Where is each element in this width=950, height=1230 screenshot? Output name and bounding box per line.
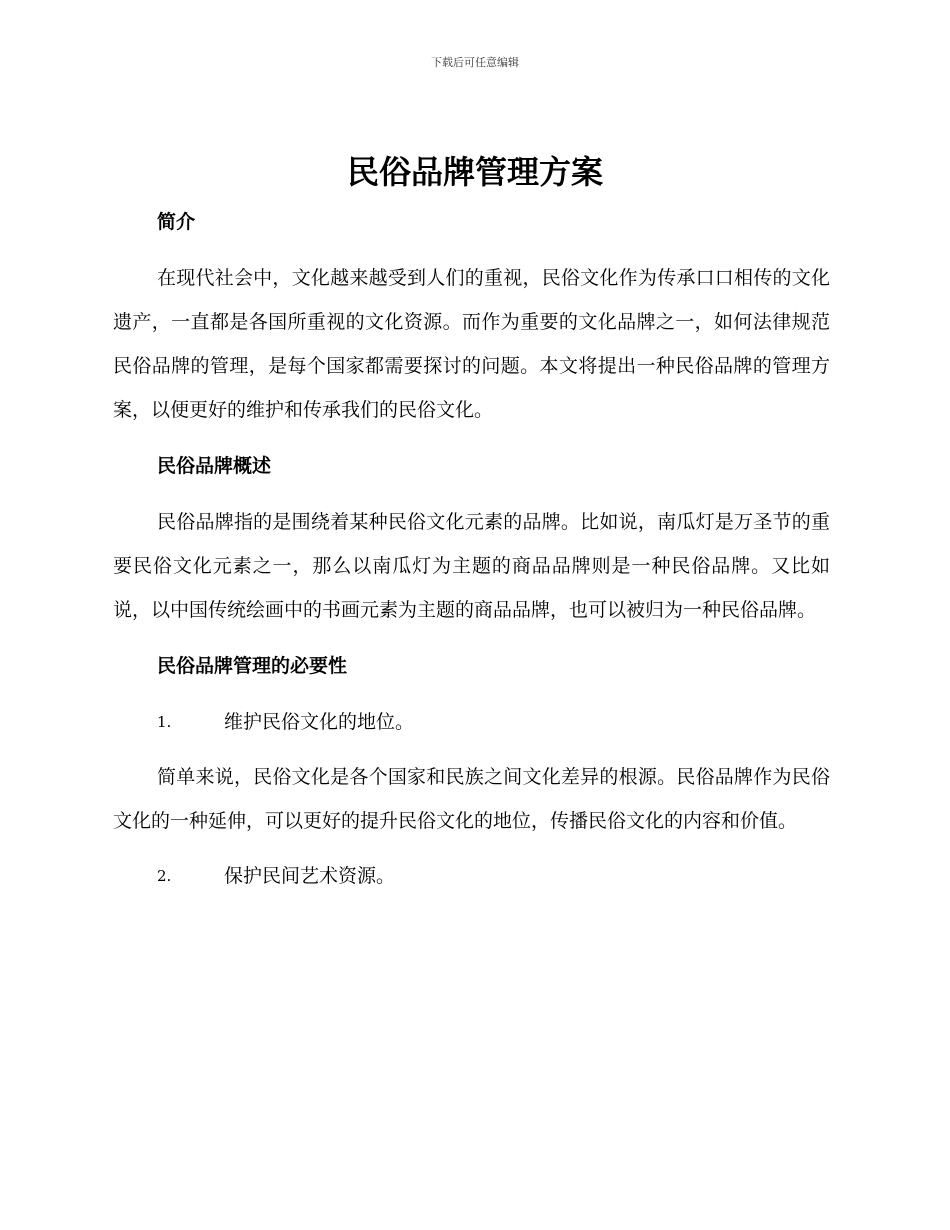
list-item xyxy=(113,700,830,744)
list-item-text: 维护民俗文化的地位。 xyxy=(224,711,415,733)
list-item xyxy=(113,854,830,898)
list-item-text: 保护民间艺术资源。 xyxy=(224,865,396,887)
list-item-number: 2. xyxy=(157,867,172,885)
section-heading-intro: 简介 xyxy=(157,211,196,233)
document-title: 民俗品牌管理方案 xyxy=(346,153,603,191)
page-header-note: 下载后可任意编辑 xyxy=(431,56,519,69)
document-body xyxy=(113,200,830,898)
intro-paragraph: 在现代社会中，文化越来越受到人们的重视，民俗文化作为传承口口相传的文化遗产，一直都是各国所重视的文化资源。而作为重要的文化品牌之一，如何法律规范民俗品牌的管理，是每个国家都需要探讨的问题。本文将提出一种民俗品牌的管理方案，以便更好的维护和传承我们的民俗文化。 xyxy=(113,267,830,421)
section-heading-overview: 民俗品牌概述 xyxy=(157,455,272,477)
section-heading-necessity: 民俗品牌管理的必要性 xyxy=(157,655,348,677)
list-item-number: 1. xyxy=(157,713,172,731)
overview-paragraph: 民俗品牌指的是围绕着某种民俗文化元素的品牌。比如说，南瓜灯是万圣节的重要民俗文化元素之一，那么以南瓜灯为主题的商品品牌则是一种民俗品牌。又比如说，以中国传统绘画中的书画元素为主题的商品品牌，也可以被归为一种民俗品牌。 xyxy=(113,511,830,621)
necessity-paragraph: 简单来说，民俗文化是各个国家和民族之间文化差异的根源。民俗品牌作为民俗文化的一种延伸，可以更好的提升民俗文化的地位，传播民俗文化的内容和价值。 xyxy=(113,766,830,832)
